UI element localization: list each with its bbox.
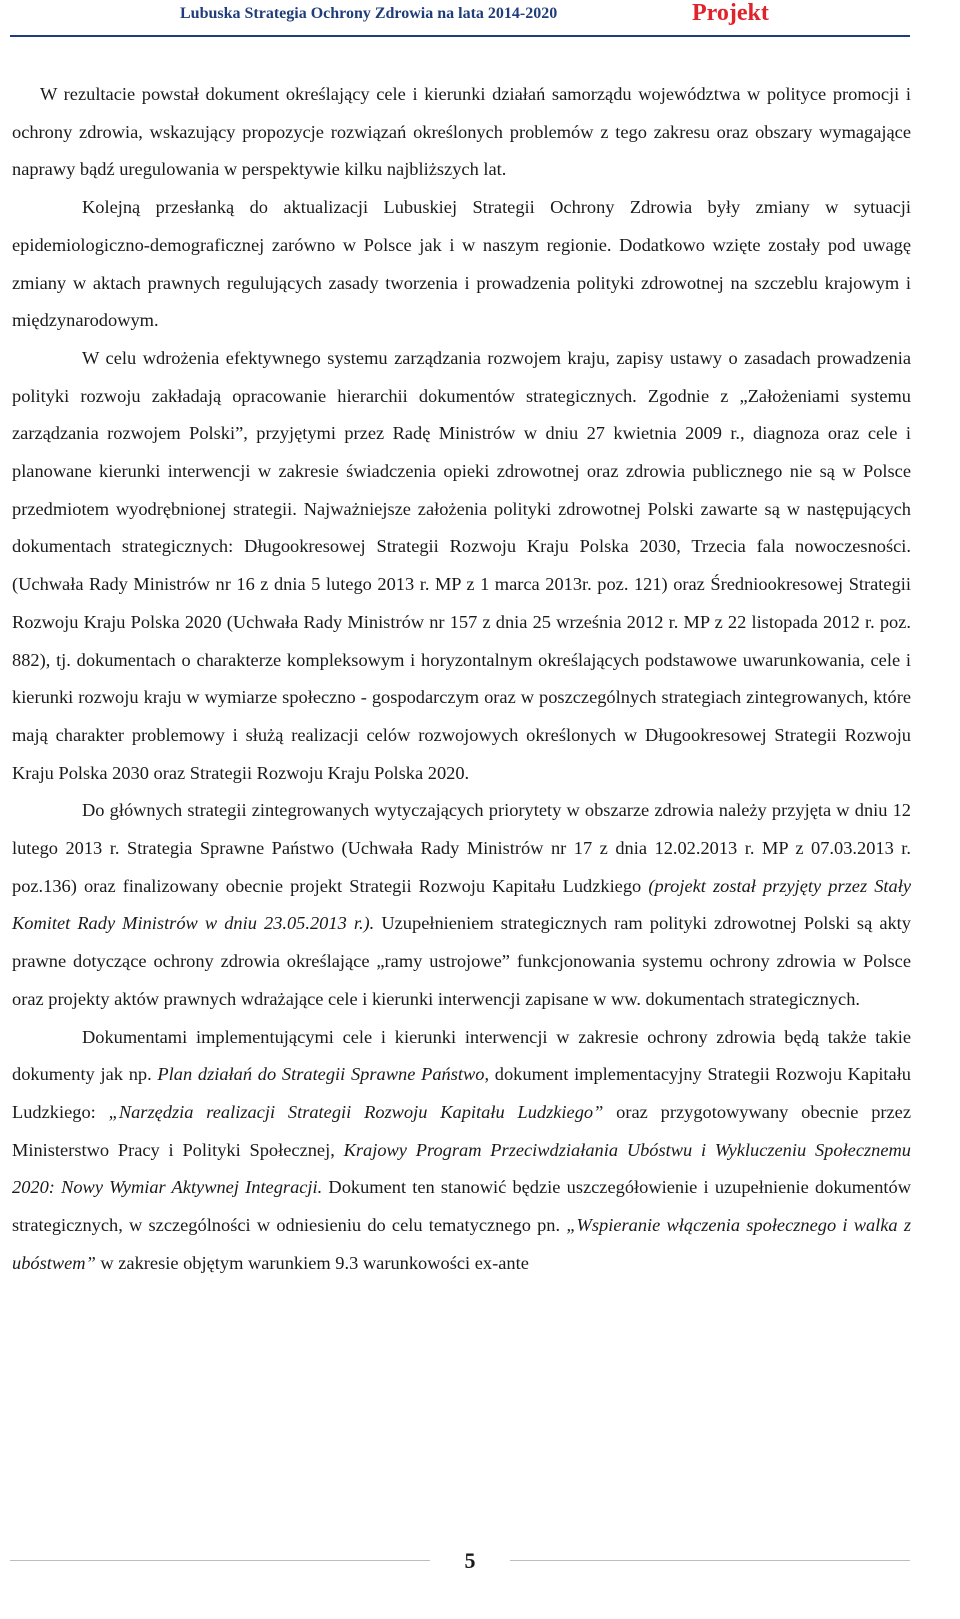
paragraph-2: Kolejną przesłanką do aktualizacji Lubuskiej Strategii Ochrony Zdrowia były zmiany w sytuacji epidemiologiczno-demograficznej zarówno w Polsce jak i w naszym regionie. Dodatkowo wzięte zostały pod uwagę zmiany w aktach prawnych regulujących zasady tworzenia i prowadzenia polityki zdrowotnej na szczeblu krajowym i międzynarodowym. [12, 197, 911, 331]
page-footer [0, 1540, 960, 1619]
paragraph-5-text-e: oraz przygotowywany obecnie przez Ministerstwo Pracy i Polityki Społecznej, [12, 1101, 912, 1160]
page-number: 5 [464, 1548, 476, 1573]
paragraph-5-italic-tools: „Narzędzia realizacji Strategii Rozwoju Kapitału Ludzkiego” [108, 1101, 604, 1122]
footer-divider-right [510, 1560, 910, 1561]
paragraph-1: W rezultacie powstał dokument określający cele i kierunki działań samorządu województwa w polityce promocji i ochrony zdrowia, wskazujący propozycje rozwiązań określonych problemów z tego zakresu oraz obszary wymagające naprawy bądź uregulowania w perspektywie kilku najbliższych lat. [12, 84, 911, 180]
paragraph-3: W celu wdrożenia efektywnego systemu zarządzania rozwojem kraju, zapisy ustawy o zasadach prowadzenia polityki rozwoju zakładają opracowanie hierarchii dokumentów strategicznych. Zgodnie z „Założeniami systemu zarządzania rozwojem Polski”, przyjętymi przez Radę Ministrów w dniu 27 kwietnia 2009 r., diagnoza oraz cele i planowane kierunki interwencji w zakresie świadczenia opieki zdrowotnej oraz zdrowia publicznego nie są w Polsce przedmiotem wyodrębnionej strategii. Najważniejsze założenia polityki zdrowotnej Polski zawarte są w następujących dokumentach strategicznych: Długookresowej Strategii Rozwoju Kraju Polska 2030, Trzecia fala nowoczesności. (Uchwała Rady Ministrów nr 16 z dnia 5 lutego 2013 r. MP z 1 marca 2013r. poz. 121) oraz Średniookresowej Strategii Rozwoju Kraju Polska 2020 (Uchwała Rady Ministrów nr 157 z dnia 25 września 2012 r. MP z 22 listopada 2012 r. poz. 882), tj. dokumentach o charakterze kompleksowym i horyzontalnym określających podstawowe uwarunkowania, cele i kierunki rozwoju kraju w wymiarze społeczno - gospodarczym oraz w poszczególnych strategiach zintegrowanych, które mają charakter problemowy i służą realizacji celów rozwojowych określonych w Długookresowej Strategii Rozwoju Kraju Polska 2030 oraz Strategii Rozwoju Kraju Polska 2020. [12, 347, 911, 783]
paragraph-5-italic-program: Krajowy Program Przeciwdziałania Ubóstwu i Wykluczeniu Społecznemu 2020: Nowy Wymiar Aktywnej Integracji. [12, 1139, 911, 1198]
paragraph-5 [12, 1019, 911, 1283]
paragraph-5-text-i: w zakresie objętym warunkiem 9.3 warunkowości ex-ante [95, 1252, 529, 1273]
paragraph-4 [12, 792, 911, 1018]
document-body [12, 76, 911, 1283]
paragraph-4-text-a: Do głównych strategii zintegrowanych wytyczających priorytety w obszarze zdrowia należy przyjęta w dniu 12 lutego 2013 r. Strategia Sprawne Państwo (Uchwała Rady Ministrów nr 17 z dnia 12.02.2013 r. MP z 07.03.2013 r. poz.136) oraz finalizowany obecnie projekt Strategii Rozwoju Kapitału Ludzkiego [12, 800, 911, 896]
paragraph-5-text-c: , dokument implementacyjny Strategii Rozwoju Kapitału Ludzkiego: [12, 1064, 912, 1122]
paragraph-4-text-c: Uzupełnieniem strategicznych ram polityki zdrowotnej Polski są akty prawne dotyczące ochrony zdrowia określające „ramy ustrojowe” funkcjonowania systemu ochrony zdrowia w Polsce oraz projekty aktów prawnych wdrażające cele i kierunki interwencji zapisane w ww. dokumentach strategicznych. [12, 913, 911, 1009]
header-divider [10, 35, 910, 37]
document-title: Lubuska Strategia Ochrony Zdrowia na lata 2014-2020 [180, 5, 558, 22]
paragraph-5-italic-plan: Plan działań do Strategii Sprawne Państwo [157, 1064, 485, 1085]
paragraph-5-text-g: Dokument ten stanowić będzie uszczegółowienie i uzupełnienie dokumentów strategicznych, w szczególności w odniesieniu do celu tematycznego pn. [12, 1177, 911, 1236]
paragraph-5-text-a: Dokumentami implementującymi cele i kierunki interwencji w zakresie ochrony zdrowia będą także takie dokumenty jak np. [12, 1026, 911, 1085]
paragraph-4-italic-note: (projekt został przyjęty przez Stały Komitet Rady Ministrów w dniu 23.05.2013 r.). [12, 875, 911, 934]
draft-badge: Projekt [692, 0, 769, 26]
footer-divider-left [10, 1560, 430, 1561]
page-header [0, 0, 960, 40]
paragraph-5-italic-goal: „Wspieranie włączenia społecznego i walka z ubóstwem” [12, 1215, 911, 1273]
